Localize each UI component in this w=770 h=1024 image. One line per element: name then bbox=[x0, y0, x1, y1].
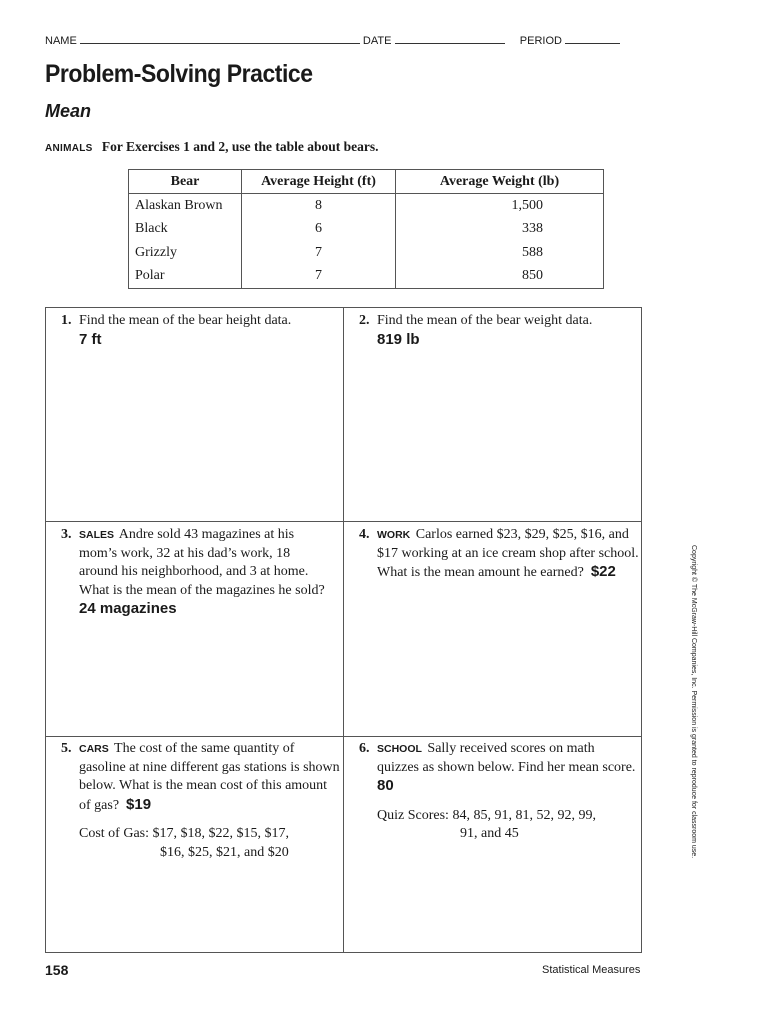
problem-text: Find the mean of the bear height data. bbox=[79, 313, 292, 328]
page-subtitle: Mean bbox=[45, 101, 92, 121]
problem-3 bbox=[61, 526, 331, 620]
copyright-notice: Copyright © The McGraw-Hill Companies, Inc. Permission is granted to reproduce for classroom use. bbox=[690, 545, 697, 859]
page-title: Problem-Solving Practice bbox=[45, 60, 313, 88]
intro-text: For Exercises 1 and 2, use the table about bears. bbox=[101, 139, 379, 154]
data-values-line-2: 91, and 45 bbox=[460, 826, 519, 841]
table-row bbox=[129, 194, 604, 218]
problem-answer: 819 lb bbox=[377, 330, 420, 348]
period-blank bbox=[565, 34, 620, 44]
table-cell: 1,500 bbox=[396, 194, 604, 218]
table-row bbox=[129, 218, 604, 242]
table-cell: Black bbox=[135, 221, 168, 237]
problem-number: 2. bbox=[359, 313, 370, 328]
problem-5 bbox=[61, 740, 341, 862]
name-blank bbox=[80, 34, 360, 44]
data-label: Cost of Gas: bbox=[79, 826, 149, 841]
date-blank bbox=[395, 34, 505, 44]
table-cell: Polar bbox=[135, 268, 165, 284]
table-header-cell: Average Weight (lb) bbox=[396, 170, 604, 194]
date-label: DATE bbox=[362, 35, 392, 47]
problem-answer: 7 ft bbox=[79, 330, 102, 348]
problem-tag: SALES bbox=[79, 529, 115, 541]
table-row bbox=[129, 265, 604, 289]
problem-number: 6. bbox=[359, 741, 370, 756]
data-values-line-2: $16, $25, $21, and $20 bbox=[160, 844, 289, 860]
intro-instructions bbox=[45, 139, 379, 155]
data-label: Quiz Scores: bbox=[377, 807, 449, 823]
data-values-line-1: $17, $18, $22, $15, $17, bbox=[152, 826, 289, 841]
problem-text: Andre sold 43 magazines at his mom’s work, 32 at his dad’s work, 18 around his neighborhood, and 3 at home. What is the mean of the magazines he sold? bbox=[79, 527, 325, 598]
problem-text: The cost of the same quantity of gasoline at nine different gas stations is shown below. What is the mean cost of this amount of gas? bbox=[79, 741, 340, 813]
table-cell: 6 bbox=[242, 218, 396, 242]
table-header-row bbox=[129, 170, 604, 194]
problem-number: 1. bbox=[61, 313, 72, 328]
grid-divider-horizontal bbox=[46, 736, 641, 737]
table-cell: 850 bbox=[396, 265, 604, 289]
data-values-line-1: 84, 85, 91, 81, 52, 92, 99, bbox=[452, 807, 596, 823]
problem-number: 3. bbox=[61, 527, 72, 542]
table-cell: 7 bbox=[242, 265, 396, 289]
table-cell: 7 bbox=[242, 241, 396, 265]
problem-number: 4. bbox=[359, 527, 370, 542]
problem-tag: CARS bbox=[79, 743, 109, 755]
problem-answer: 24 magazines bbox=[79, 600, 177, 617]
problem-6 bbox=[359, 740, 639, 844]
problem-text: Sally received scores on math quizzes as shown below. Find her mean score. bbox=[377, 741, 636, 775]
grid-divider-vertical bbox=[343, 308, 344, 952]
footer-section-title: Statistical Measures bbox=[542, 964, 641, 976]
table-cell: Alaskan Brown bbox=[135, 197, 223, 213]
table-header-cell: Bear bbox=[129, 170, 242, 194]
problem-1 bbox=[61, 312, 336, 350]
problem-2 bbox=[359, 312, 639, 350]
page-number: 158 bbox=[45, 962, 69, 978]
problem-answer: $19 bbox=[126, 795, 152, 813]
problem-text: Find the mean of the bear weight data. bbox=[377, 313, 593, 328]
problems-grid bbox=[45, 307, 642, 953]
student-info-header bbox=[45, 34, 620, 47]
name-label: NAME bbox=[45, 35, 77, 47]
problem-4 bbox=[359, 526, 641, 583]
problem-tag: WORK bbox=[377, 529, 411, 541]
bears-table bbox=[128, 169, 604, 289]
table-cell: 338 bbox=[396, 218, 604, 242]
problem-data bbox=[377, 807, 639, 844]
table-cell: 8 bbox=[242, 194, 396, 218]
grid-divider-horizontal bbox=[46, 521, 641, 522]
table-row bbox=[129, 241, 604, 265]
period-label: PERIOD bbox=[519, 35, 562, 47]
problem-text: Carlos earned $23, $29, $25, $16, and $17 working at an ice cream shop after school. What is the mean amount he earned? bbox=[377, 527, 639, 580]
problem-answer: 80 bbox=[377, 777, 394, 794]
problem-tag: SCHOOL bbox=[377, 743, 422, 755]
intro-tag: ANIMALS bbox=[45, 143, 93, 154]
problem-data bbox=[79, 825, 341, 862]
table-header-cell: Average Height (ft) bbox=[242, 170, 396, 194]
problem-answer: $22 bbox=[590, 563, 616, 580]
table-cell: Grizzly bbox=[135, 244, 177, 260]
table-cell: 588 bbox=[396, 241, 604, 265]
problem-number: 5. bbox=[61, 741, 72, 756]
